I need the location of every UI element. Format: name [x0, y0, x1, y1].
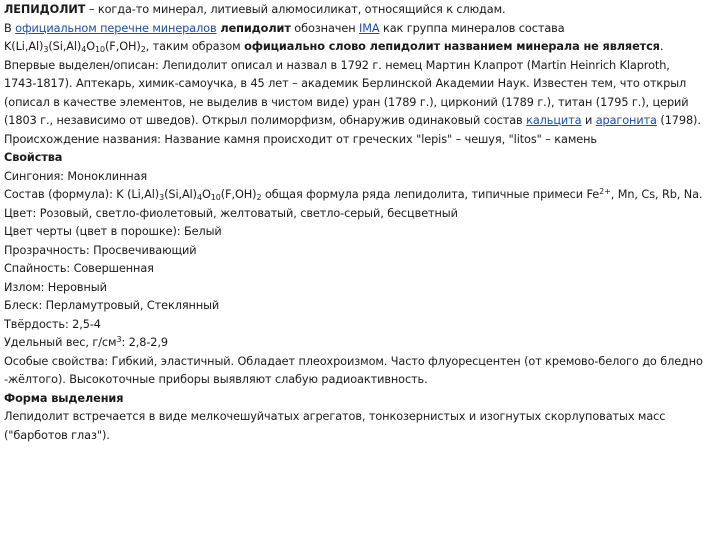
ima-line-prefix: В: [4, 21, 16, 35]
density-value: : 2,8-2,9: [121, 336, 168, 349]
formula-sub: 10: [95, 45, 105, 54]
lepidolite-bold: лепидолит: [216, 21, 291, 35]
intro-text: – когда-то минерал, литиевый алюмосиликат, относящийся к слюдам.: [85, 3, 506, 16]
composition-part: (F,OH): [220, 188, 257, 201]
luster-line: Блеск: Перламутровый, Стеклянный: [4, 299, 220, 312]
history-line: Впервые выделен/описан: Лепидолит описал и назвал в 1792 г. немец Мартин Клапрот (Martin Heinrich Klaproth,: [4, 58, 670, 72]
color-line: Цвет: Розовый, светло-фиолетовый, желтоватый, светло-серый, бесцветный: [4, 206, 458, 220]
formula-sub: 4: [81, 45, 87, 54]
density-label: Удельный вес, г/см: [4, 336, 117, 349]
mineral-title: ЛЕПИДОЛИТ: [4, 3, 86, 16]
properties-heading: Свойства: [4, 151, 63, 164]
composition-sub: 2: [256, 193, 262, 202]
history-line: [4, 112, 716, 131]
composition-rest: общая формула ряда лепидолита, типичные примеси Fe: [261, 188, 600, 201]
transparency-line: Прозрачность: Просвечивающий: [4, 243, 197, 257]
ima-line-rest: как группа минералов состава: [379, 21, 565, 35]
ima-line: [4, 20, 716, 39]
fracture-line: Излом: Неровный: [4, 280, 107, 294]
history-line: (описал в качестве элементов, не выделив в чистом виде) уран (1789 г.), цирконий (1789 г.), титан (1795 г.), церий: [4, 95, 689, 109]
formula-line-mid: , таким образом: [145, 40, 245, 53]
special-properties-line: -жёлтого). Высокоточные приборы выявляют слабую радиоактивность.: [4, 373, 428, 386]
ima-line-mid: обозначен: [290, 21, 359, 35]
composition-part: (Si,Al): [164, 188, 197, 201]
special-properties-line: Особые свойства: Гибкий, эластичный. Обладает плеохроизмом. Часто флуоресцентен (от кремово-белого до бледно: [4, 354, 703, 368]
formula-part: O: [86, 40, 96, 53]
cleavage-line: Спайность: Совершенная: [4, 262, 154, 275]
composition-label: Состав (формула): K (Li,Al): [4, 188, 160, 201]
intro-line: [4, 1, 716, 20]
density-line: [4, 334, 716, 353]
aragonite-link[interactable]: арагонита: [595, 114, 657, 127]
formula-part: (F,OH): [105, 40, 141, 53]
composition-end: , Mn, Cs, Rb, Na.: [610, 188, 703, 201]
density-sup: 3: [116, 335, 122, 344]
history-line-prefix: (1803 г., независимо от шведов). Открыл полиморфизм, обнаружив одинаковый состав: [4, 114, 527, 127]
composition-sup: 2+: [599, 187, 611, 196]
form-line: ("барботов глаз").: [4, 428, 110, 442]
formula-line: [4, 38, 716, 57]
hardness-line: Твёрдость: 2,5-4: [4, 317, 101, 331]
ima-link[interactable]: IMA: [358, 21, 380, 35]
official-note-bold: официально слово лепидолит названием минерала не является: [244, 40, 660, 53]
formula-sub: 3: [43, 45, 49, 54]
composition-part: O: [201, 188, 211, 201]
composition-sub: 10: [210, 193, 221, 202]
form-heading: Форма выделения: [4, 391, 124, 405]
composition-sub: 4: [196, 193, 202, 202]
syngony-line: Сингония: Моноклинная: [4, 169, 148, 183]
composition-line: [4, 186, 716, 205]
calcite-link[interactable]: кальцита: [526, 114, 582, 127]
formula-part: K(Li,Al): [4, 40, 44, 53]
streak-line: Цвет черты (цвет в порошке): Белый: [4, 225, 222, 238]
formula-line-end: .: [659, 40, 664, 53]
formula-part: (Si,Al): [48, 40, 82, 53]
official-list-link[interactable]: официальном перечне минералов: [15, 21, 217, 35]
form-line: Лепидолит встречается в виде мелкочешуйчатых агрегатов, тонкозернистых и изогнутых скорлуповатых масс: [4, 410, 666, 423]
history-line: 1743-1817). Аптекарь, химик-самоучка, в 45 лет – академик Берлинской Академии Наук. Известен тем, что открыл: [4, 77, 687, 90]
etymology-line: Происхождение названия: Название камня происходит от греческих "lepis" – чешуя, "litos" – камень: [4, 132, 597, 146]
history-line-and: и: [581, 114, 596, 127]
composition-sub: 3: [159, 193, 165, 202]
history-line-end: (1798).: [656, 114, 701, 127]
formula-sub: 2: [140, 45, 146, 54]
